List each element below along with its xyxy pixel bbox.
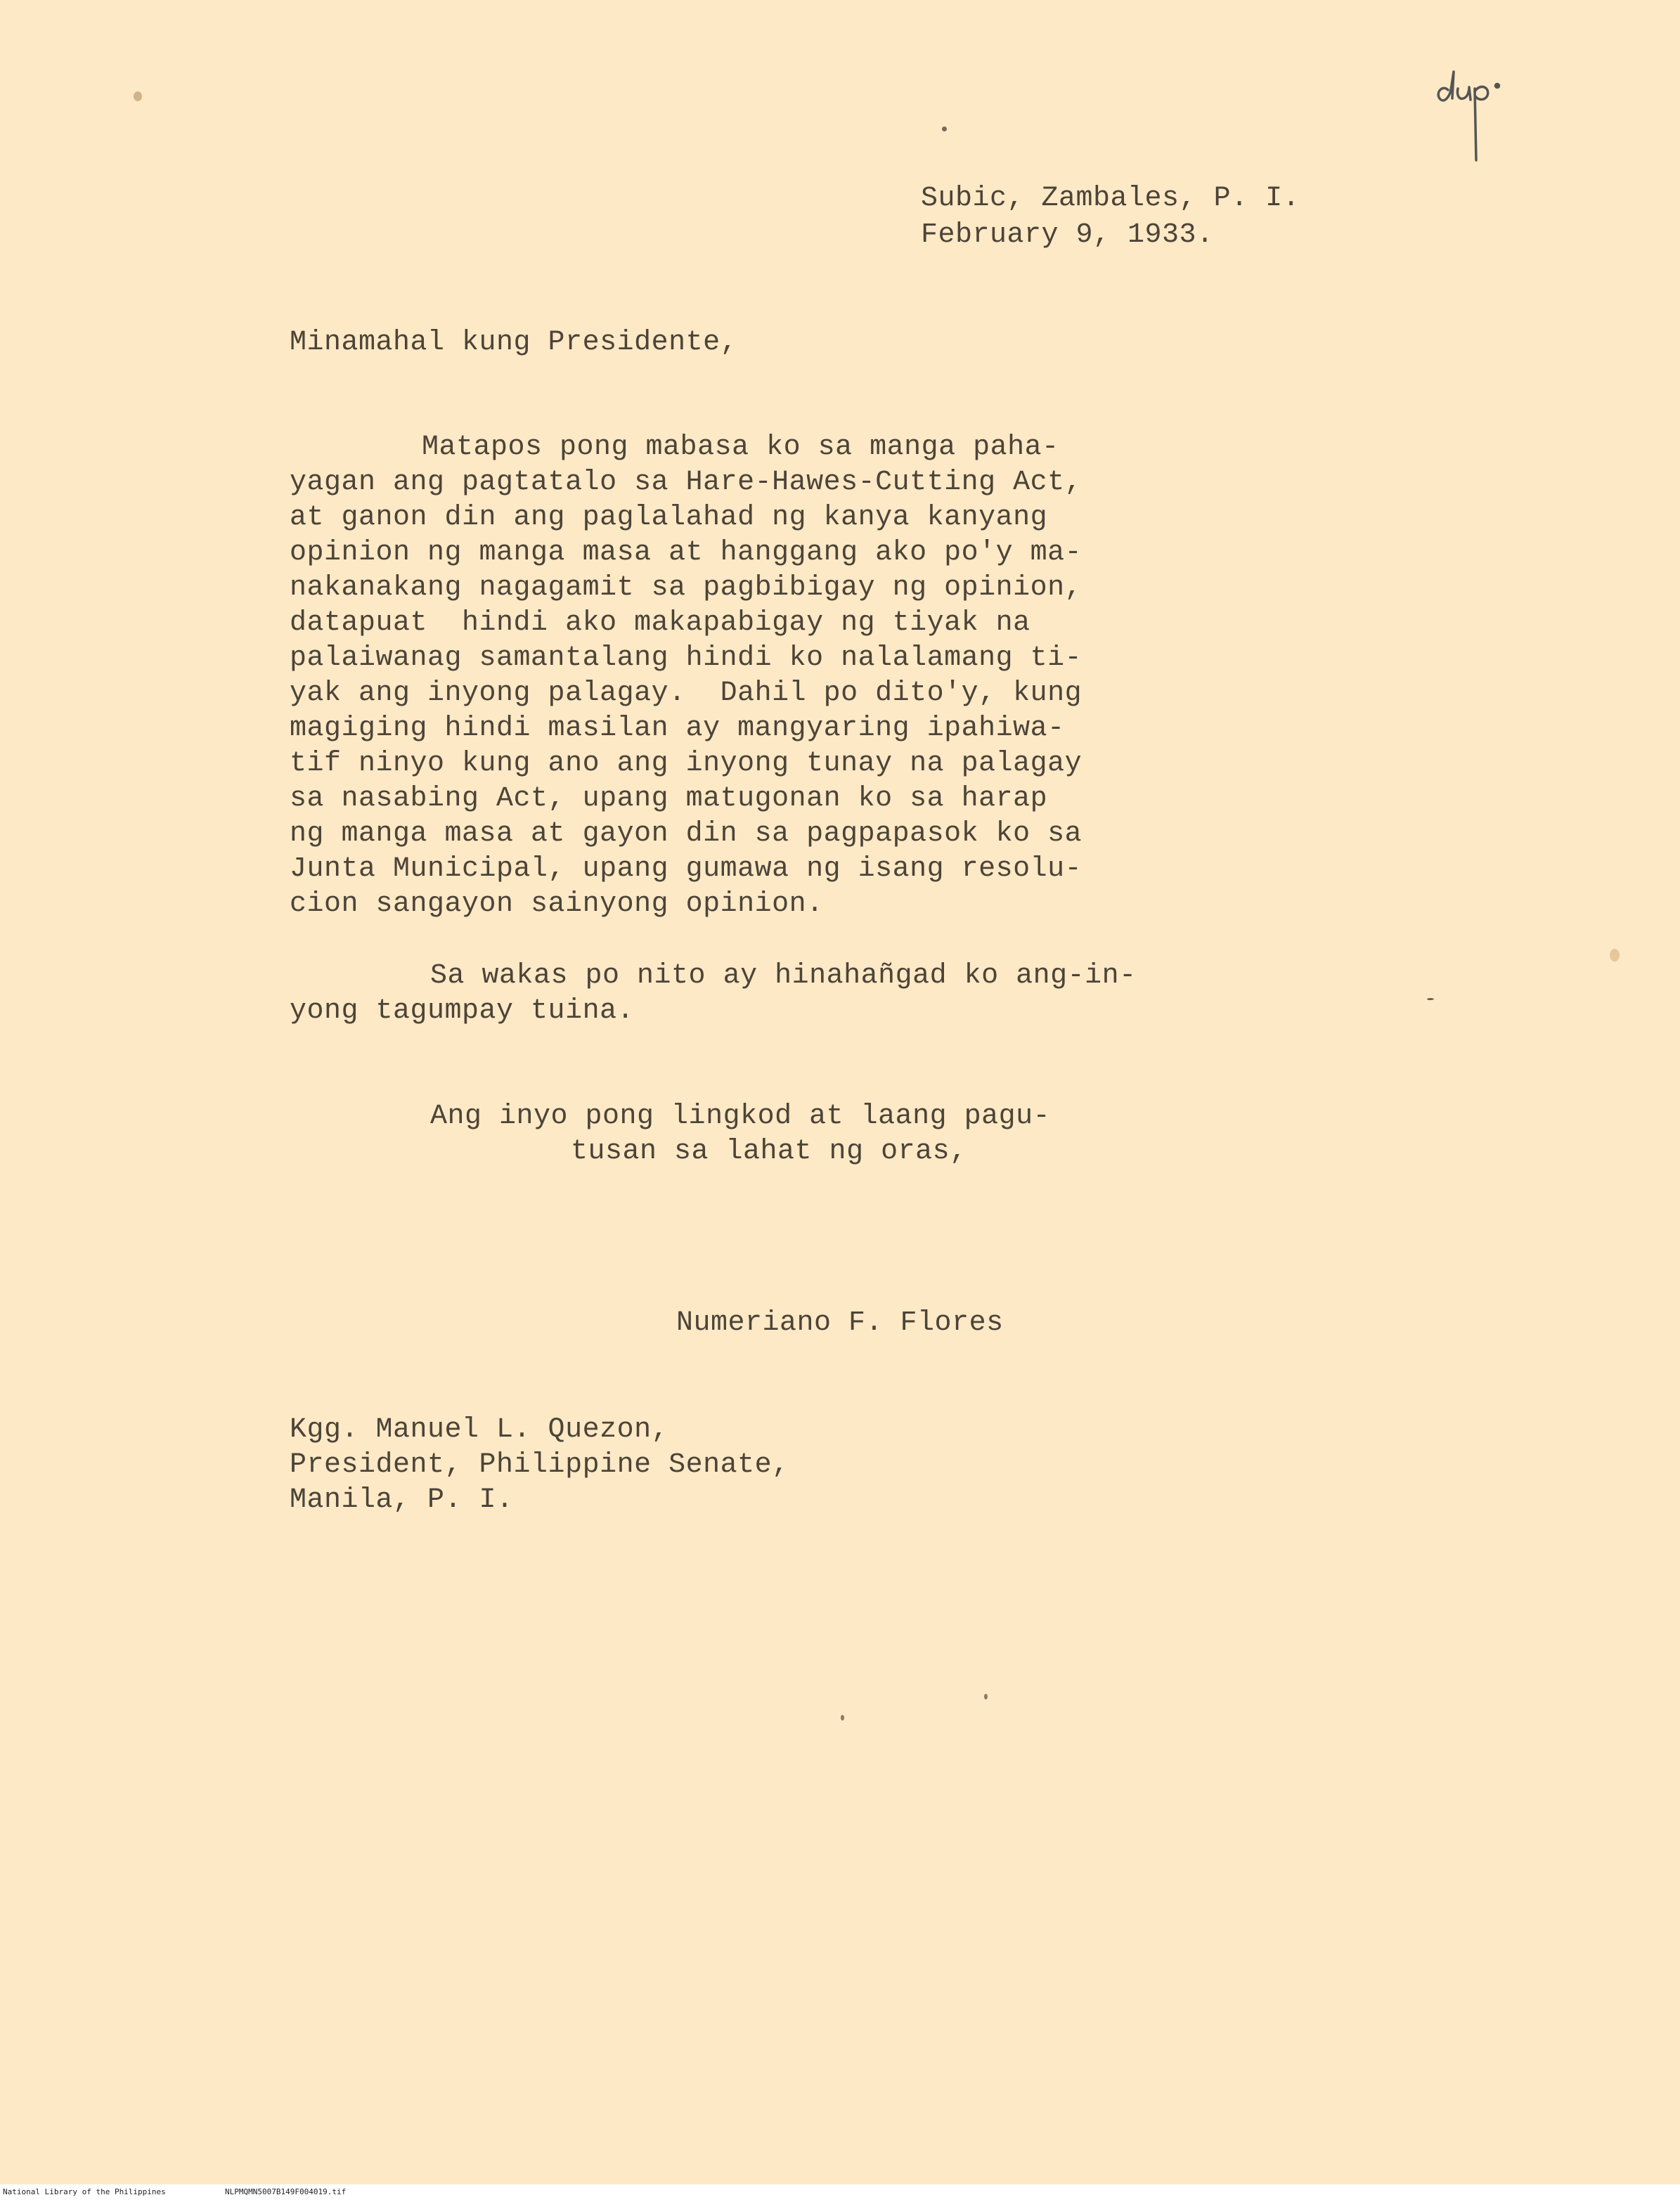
body-line: datapuat hindi ako makapabigay ng tiyak na (290, 607, 1030, 639)
signature-name: Numeriano F. Flores (676, 1307, 1004, 1339)
body-line: palaiwanag samantalang hindi ko nalalamang ti- (290, 642, 1083, 674)
paper-speck (942, 127, 947, 131)
scan-footer (0, 2184, 1680, 2202)
paper-speck (1427, 998, 1434, 1000)
closing-line: tusan sa lahat ng oras, (571, 1136, 967, 1167)
addressee-line: Kgg. Manuel L. Quezon, (290, 1414, 669, 1446)
paper-speck (984, 1694, 988, 1699)
paper-speck (1610, 949, 1620, 961)
body-line: tif ninyo kung ano ang inyong tunay na palagay (290, 748, 1083, 779)
body-line: Junta Municipal, upang gumawa ng isang resolu- (290, 853, 1083, 885)
closing-line: Ang inyo pong lingkod at laang pagu- (430, 1101, 1051, 1132)
body-line: yak ang inyong palagay. Dahil po dito'y, kung (290, 678, 1083, 709)
letter-place: Subic, Zambales, P. I. (921, 183, 1300, 214)
handwritten-annotation (1434, 62, 1546, 174)
body-line: sa nasabing Act, upang matugonan ko sa harap (290, 783, 1048, 815)
salutation: Minamahal kung Presidente, (290, 327, 738, 358)
paper-speck (841, 1715, 844, 1721)
addressee-line: President, Philippine Senate, (290, 1449, 789, 1481)
footer-institution: National Library of the Philippines (3, 2187, 166, 2196)
letter-date: February 9, 1933. (921, 219, 1214, 251)
paper-speck (134, 91, 142, 101)
body-line: Matapos pong mabasa ko sa manga paha- (422, 432, 1059, 463)
body-line: cion sangayon sainyong opinion. (290, 888, 824, 920)
body-line: opinion ng manga masa at hanggang ako po'y ma- (290, 537, 1083, 569)
body-line: yong tagumpay tuina. (290, 995, 635, 1027)
body-line: ng manga masa at gayon din sa pagpapasok ko sa (290, 818, 1083, 850)
body-line: nakanakang nagagamit sa pagbibigay ng opinion, (290, 572, 1083, 604)
footer-file-id: NLPMQMN5007B149F004019.tif (225, 2187, 347, 2196)
body-line: yagan ang pagtatalo sa Hare-Hawes-Cutting Act, (290, 467, 1083, 498)
body-line: Sa wakas po nito ay hinahañgad ko ang-in- (430, 960, 1137, 992)
body-line: magiging hindi masilan ay mangyaring ipahiwa- (290, 713, 1065, 744)
body-line: at ganon din ang paglalahad ng kanya kanyang (290, 502, 1048, 533)
addressee-line: Manila, P. I. (290, 1484, 514, 1516)
